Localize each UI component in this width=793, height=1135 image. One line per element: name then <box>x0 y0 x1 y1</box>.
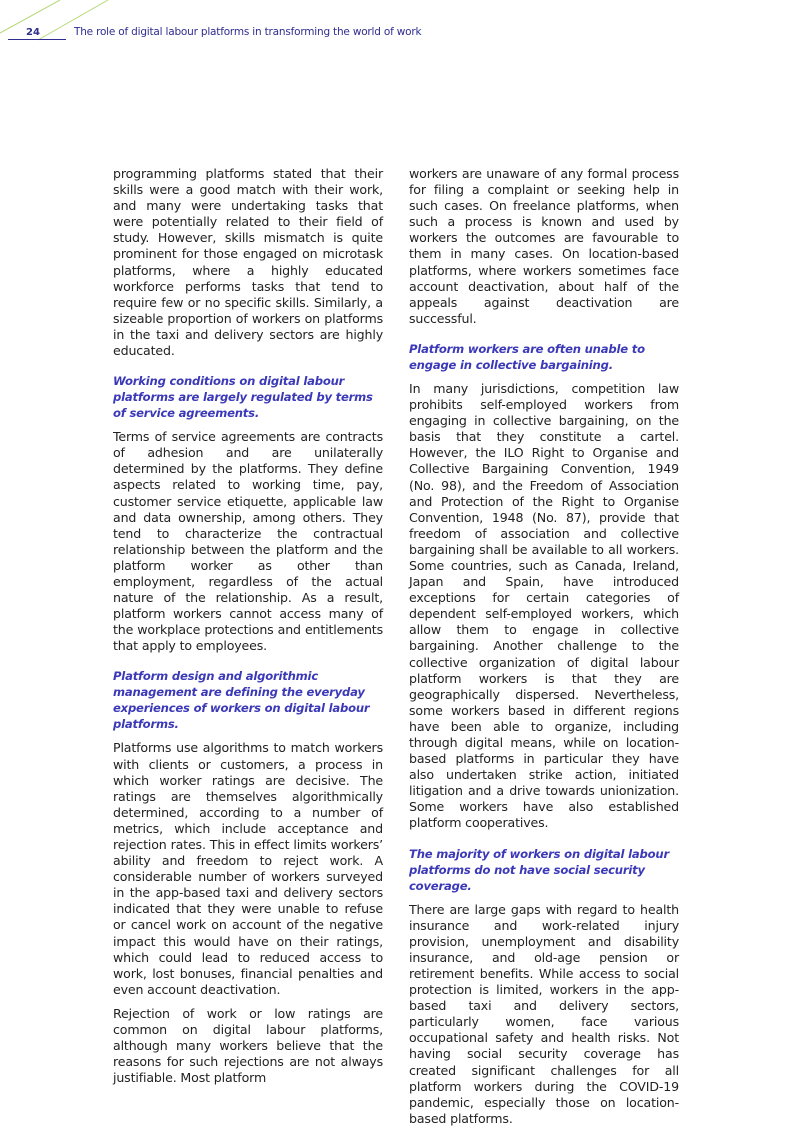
section-heading: Platform workers are often unable to engage in collective bargaining. <box>409 341 645 372</box>
body-paragraph: Rejection of work or low ratings are common on digital labour platforms, although many workers believe that the reasons for such rejections are not always justifiable. Most platform <box>113 1005 383 1086</box>
section-heading: Platform design and algorithmic management are defining the everyday experiences of workers on digital labour platforms. <box>113 669 370 732</box>
body-paragraph: Platforms use algorithms to match workers with clients or customers, a process in which worker ratings are decisive. The ratings are themselves algorithmically determined, according to a number of metrics, which include acceptance and rejection rates. This in effect limits workers’ ability and freedom to reject work. A considerable number of workers surveyed in the app-based taxi and delivery sectors indicated that they were unable to refuse or cancel work on account of the negative impact this would have on their ratings, which could lead to reduced access to work, lost bonuses, financial penalties and even account deactivation. <box>113 740 383 997</box>
body-paragraph: workers are unaware of any formal process for filing a complaint or seeking help in such cases. On freelance platforms, when such a process is known and used by workers the outcomes are favourable to them in many cases. On location-based platforms, where workers sometimes face account deactivation, about half of the appeals against deactivation are successful. <box>409 166 679 326</box>
body-paragraph: There are large gaps with regard to health insurance and work-related injury provision, unemployment and disability insurance, and old-age pension or retirement benefits. While access to social protection is limited, workers in the app-based taxi and delivery sectors, particularly women, face various occupational safety and health risks. Not having social security coverage has created significant challenges for all platform workers during the COVID-19 pandemic, especially those on location-based platforms. <box>409 901 679 1126</box>
section-heading: Working conditions on digital labour platforms are largely regulated by terms of service agreements. <box>113 374 373 421</box>
running-title: The role of digital labour platforms in transforming the world of work <box>74 26 422 38</box>
page-number: 24 <box>26 27 40 38</box>
section-heading: The majority of workers on digital labour platforms do not have social security coverage. <box>409 846 669 893</box>
right-column <box>409 166 679 1135</box>
body-paragraph: programming platforms stated that their skills were a good match with their work, and many were undertaking tasks that were potentially related to their field of study. However, skills mismatch is quite prominent for those engaged on microtask platforms, where a highly educated workforce performs tasks that tend to require few or no specific skills. Similarly, a sizeable proportion of workers on platforms in the taxi and delivery sectors are highly educated. <box>113 166 383 359</box>
body-paragraph: Terms of service agreements are contracts of adhesion and are unilaterally determined by the platforms. They define aspects related to working time, pay, customer service etiquette, applicable law and data ownership, among others. They tend to characterize the contractual relationship between the platform and the platform worker as other than employment, regardless of the actual nature of the relationship. As a result, platform workers cannot access many of the workplace protections and entitlements that apply to employees. <box>113 429 383 654</box>
body-paragraph: In many jurisdictions, competition law prohibits self-employed workers from engaging in collective bargaining, on the basis that they constitute a cartel. However, the ILO Right to Organise and Collective Bargaining Convention, 1949 (No. 98), and the Freedom of Association and Protection of the Right to Organise Convention, 1948 (No. 87), provide that freedom of association and collective bargaining shall be available to all workers. Some countries, such as Canada, Ireland, Japan and Spain, have introduced exceptions for certain categories of dependent self-employed workers, which allow them to engage in collective bargaining. Another challenge to the collective organization of digital labour platform workers is that they are geographically dispersed. Nevertheless, some workers based in different regions have been able to organize, including through digital means, while on location-based platforms in particular they have also undertaken strike action, initiated litigation and a drive towards unionization. Some workers have also established platform cooperatives. <box>409 380 679 831</box>
left-column <box>113 166 383 1094</box>
